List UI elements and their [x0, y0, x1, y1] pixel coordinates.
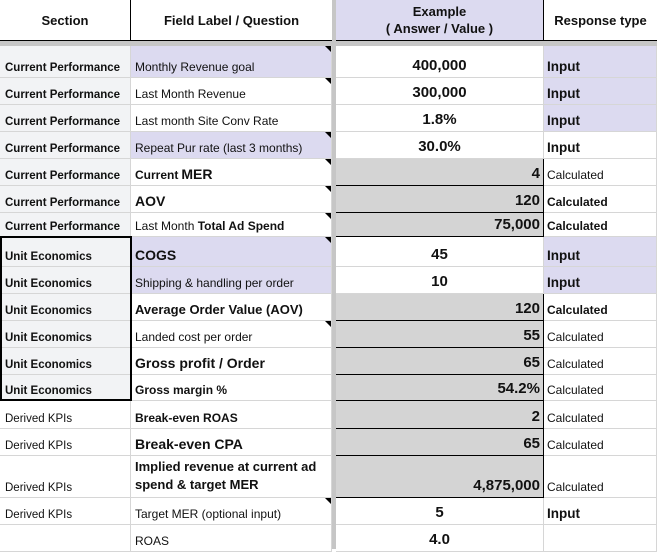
section-cell[interactable]: Current Performance	[0, 46, 131, 78]
value-cell[interactable]: 45	[336, 237, 544, 267]
table-row	[0, 213, 657, 237]
response-type-cell[interactable]: Calculated	[544, 375, 657, 401]
header-field-label: Field Label / Question	[163, 12, 300, 28]
table-row	[0, 237, 657, 267]
header-section-label: Section	[41, 12, 89, 28]
table-row	[0, 294, 657, 321]
response-type-cell[interactable]: Calculated	[544, 159, 657, 186]
response-type-cell[interactable]: Input	[544, 105, 657, 132]
section-cell[interactable]: Current Performance	[0, 105, 131, 132]
table-row	[0, 132, 657, 159]
section-cell[interactable]: Current Performance	[0, 78, 131, 105]
value-cell[interactable]: 4,875,000	[336, 456, 544, 498]
field-cell[interactable]: COGS	[131, 237, 332, 267]
table-row	[0, 401, 657, 429]
frozen-column-divider[interactable]	[332, 0, 336, 549]
table-row	[0, 46, 657, 78]
section-cell[interactable]: Unit Economics	[0, 237, 131, 267]
header-response-label: Response type	[554, 12, 647, 28]
field-cell[interactable]: Shipping & handling per order	[131, 267, 332, 294]
section-cell[interactable]: Current Performance	[0, 132, 131, 159]
section-cell[interactable]: Unit Economics	[0, 321, 131, 348]
response-type-cell[interactable]	[544, 525, 657, 552]
value-cell[interactable]: 54.2%	[336, 375, 544, 401]
frozen-row-divider[interactable]	[0, 41, 657, 46]
response-type-cell[interactable]: Calculated	[544, 186, 657, 213]
field-cell[interactable]: Repeat Pur rate (last 3 months)	[131, 132, 332, 159]
table-row	[0, 456, 657, 498]
field-prefix: Current	[135, 168, 179, 182]
field-bold: MER	[181, 166, 213, 182]
table-row	[0, 348, 657, 375]
value-cell[interactable]: 75,000	[336, 213, 544, 237]
section-cell[interactable]: Unit Economics	[0, 375, 131, 401]
value-cell[interactable]: 5	[336, 498, 544, 525]
header-response[interactable]	[544, 0, 657, 41]
section-cell[interactable]: Derived KPIs	[0, 498, 131, 525]
value-cell[interactable]: 120	[336, 294, 544, 321]
section-cell[interactable]: Current Performance	[0, 186, 131, 213]
response-type-cell[interactable]: Input	[544, 267, 657, 294]
section-cell[interactable]: Unit Economics	[0, 348, 131, 375]
field-cell[interactable]: Target MER (optional input)	[131, 498, 332, 525]
response-type-cell[interactable]: Input	[544, 78, 657, 105]
header-section[interactable]	[0, 0, 131, 41]
header-example-line2: ( Answer / Value )	[385, 21, 494, 36]
header-example-label	[386, 3, 493, 37]
response-type-cell[interactable]: Calculated	[544, 213, 657, 237]
field-cell[interactable]: ROAS	[131, 525, 332, 552]
header-field[interactable]	[131, 0, 332, 41]
table-row	[0, 525, 657, 552]
field-cell[interactable]: Landed cost per order	[131, 321, 332, 348]
field-prefix: Last Month	[135, 219, 198, 233]
value-cell[interactable]: 55	[336, 321, 544, 348]
section-cell[interactable]: Derived KPIs	[0, 429, 131, 456]
value-cell[interactable]: 1.8%	[336, 105, 544, 132]
table-row	[0, 429, 657, 456]
table-row	[0, 159, 657, 186]
table-row	[0, 105, 657, 132]
response-type-cell[interactable]: Calculated	[544, 429, 657, 456]
field-cell[interactable]: AOV	[131, 186, 332, 213]
response-type-cell[interactable]: Input	[544, 46, 657, 78]
value-cell[interactable]: 10	[336, 267, 544, 294]
value-cell[interactable]: 300,000	[336, 78, 544, 105]
response-type-cell[interactable]: Calculated	[544, 348, 657, 375]
response-type-cell[interactable]: Calculated	[544, 401, 657, 429]
header-example[interactable]	[336, 0, 544, 41]
field-cell[interactable]: Implied revenue at current ad spend & target MER	[131, 456, 332, 498]
value-cell[interactable]: 65	[336, 348, 544, 375]
section-cell[interactable]: Current Performance	[0, 159, 131, 186]
section-cell[interactable]: Unit Economics	[0, 294, 131, 321]
field-cell[interactable]: Monthly Revenue goal	[131, 46, 332, 78]
section-cell[interactable]: Unit Economics	[0, 267, 131, 294]
section-cell[interactable]: Current Performance	[0, 213, 131, 237]
response-type-cell[interactable]: Calculated	[544, 456, 657, 498]
response-type-cell[interactable]: Calculated	[544, 294, 657, 321]
value-cell[interactable]: 4.0	[336, 525, 544, 552]
header-example-line1: Example	[412, 4, 467, 19]
value-cell[interactable]: 30.0%	[336, 132, 544, 159]
field-cell[interactable]: Gross margin %	[131, 375, 332, 401]
field-cell[interactable]: Last Month Revenue	[131, 78, 332, 105]
response-type-cell[interactable]: Input	[544, 237, 657, 267]
field-cell[interactable]: Average Order Value (AOV)	[131, 294, 332, 321]
field-cell[interactable]: Last month Site Conv Rate	[131, 105, 332, 132]
value-cell[interactable]: 120	[336, 186, 544, 213]
section-cell[interactable]: Derived KPIs	[0, 456, 131, 498]
response-type-cell[interactable]: Calculated	[544, 321, 657, 348]
table-row	[0, 321, 657, 348]
field-cell[interactable]	[131, 159, 332, 186]
value-cell[interactable]: 400,000	[336, 46, 544, 78]
table-row	[0, 78, 657, 105]
response-type-cell[interactable]: Input	[544, 498, 657, 525]
response-type-cell[interactable]: Input	[544, 132, 657, 159]
table-row	[0, 375, 657, 401]
table-row	[0, 498, 657, 525]
field-cell[interactable]	[131, 213, 332, 237]
value-cell[interactable]: 4	[336, 159, 544, 186]
field-cell[interactable]: Break-even ROAS	[131, 401, 332, 429]
table-row	[0, 267, 657, 294]
section-cell[interactable]	[0, 525, 131, 552]
section-cell[interactable]: Derived KPIs	[0, 401, 131, 429]
field-bold: Total Ad Spend	[197, 219, 285, 233]
field-cell[interactable]: Gross profit / Order	[131, 348, 332, 375]
value-cell[interactable]: 2	[336, 401, 544, 429]
table-row	[0, 186, 657, 213]
field-cell[interactable]: Break-even CPA	[131, 429, 332, 456]
value-cell[interactable]: 65	[336, 429, 544, 456]
